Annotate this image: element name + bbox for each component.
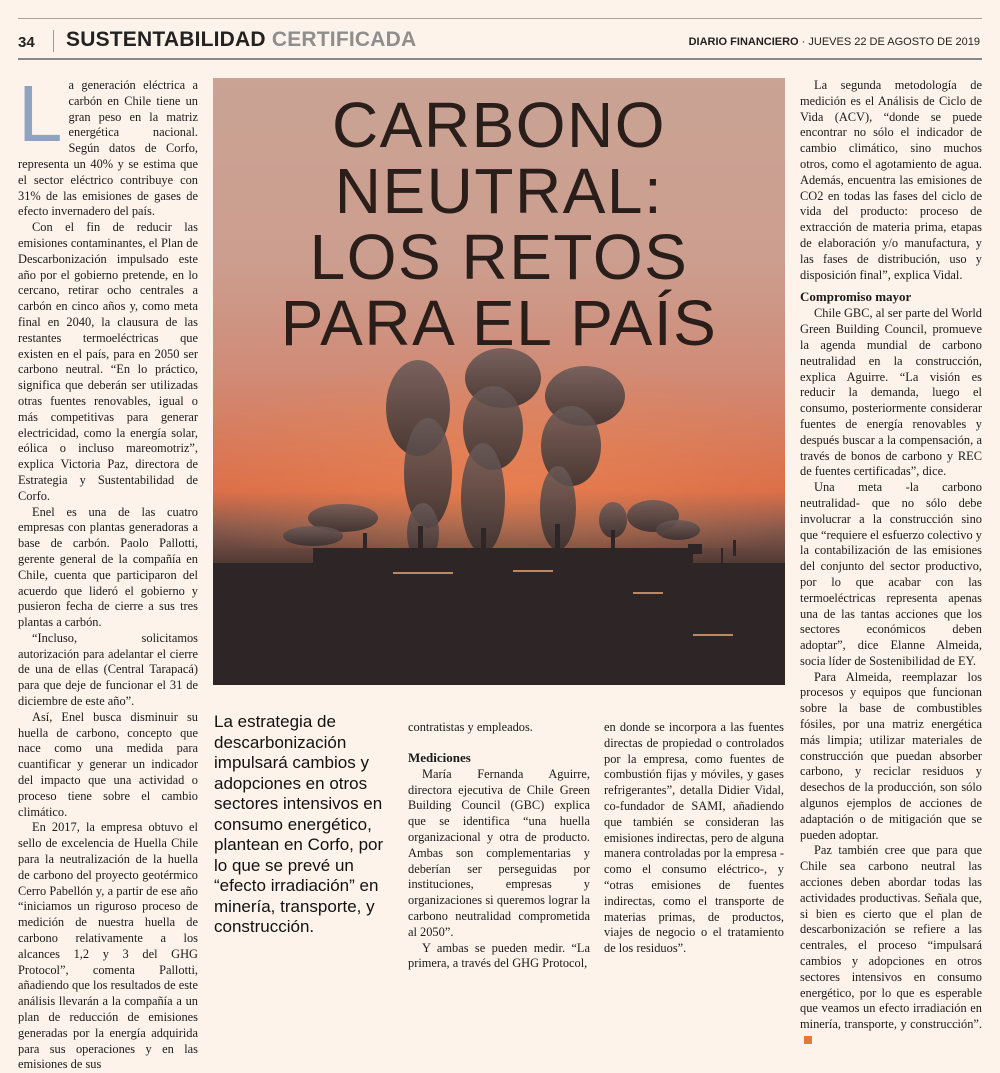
article-column-3	[604, 720, 784, 957]
paragraph: contratistas y empleados.	[408, 720, 533, 734]
headline-line: NEUTRAL:	[334, 155, 664, 227]
header-rule	[18, 58, 982, 60]
paragraph: Paz también cree que para que Chile sea carbono neutral las acciones deben abordar todas las actividades productivas. Señala que, si bien es cierto que el plan de descarbonización se refiere a las centrales, el proceso “impulsará cambios y adopciones en otros sectores intensivos en consumo energético, por lo que es esperable que veamos un efecto irradiación en minería, transporte, y construcción”.	[800, 843, 982, 1048]
article-column-4	[800, 78, 982, 1049]
paragraph: Así, Enel busca disminuir su huella de carbono, concepto que nace como una medida para cuantificar y generar un indicador del impacto que una actividad o proceso tiene sobre el cambio climático.	[18, 709, 198, 819]
dropcap-letter: L	[18, 69, 63, 158]
paragraph: en donde se incorpora a las fuentes directas de propiedad o controlados por la empresa, como fuentes de combustión fijas y móviles, y gases refrigerantes”, detalla Didier Vidal, co-fundador de SAMI, añadiendo que también se consideran las emisiones indirectas, pero de alguna manera controladas por la empresa -como el consumo eléctrico-, y “otras emisiones de fuentes indirectas, como el transporte de materias primas, de productos, viajes de negocio o el tratamiento de los residuos”.	[604, 720, 784, 956]
paragraph: Y ambas se pueden medir. “La primera, a través del GHG Protocol,	[408, 940, 590, 971]
newspaper-name: DIARIO FINANCIERO	[688, 36, 799, 48]
subheading-compromiso-mayor: Compromiso mayor	[800, 289, 912, 305]
section-sub: CERTIFICADA	[271, 28, 417, 51]
paragraph: En 2017, la empresa obtuvo el sello de excelencia de Huella Chile para la neutralización de la huella de carbono del proyecto geotérmico Cerro Pabellón y, a partir de ese año “iniciamos un riguroso proceso de medición de nuestra huella de carbono relativamente a los alcances 1,2 y 3 del GHG Protocol”, comenta Pallotti, añadiendo que los resultados de este análisis llevarán a la compañía a un plan de reducción de emisiones generadas por la energía adquirida para sus operaciones y en las emisiones de sus	[18, 820, 198, 1072]
headline	[213, 89, 785, 359]
issue-date: · JUEVES 22 DE AGOSTO DE 2019	[801, 36, 980, 48]
paragraph: Chile GBC, al ser parte del World Green Building Council, promueve la agenda mundial de carbono neutralidad en la construcción, explica Aguirre. “La visión es reducir la demanda, luego el consumo, posteriormente considerar fuentes de energía renovables y después buscar a la compensación, a través de bonos de carbono y REC de fuentes certificadas”, dice.	[800, 306, 982, 479]
section-title	[66, 28, 416, 52]
page-number: 34	[18, 34, 35, 51]
headline-line: LOS RETOS	[309, 221, 689, 293]
masthead	[689, 36, 980, 48]
paragraph: Con el fin de reducir las emisiones contaminantes, el Plan de Descarbonización impulsado este año por el gobierno pretende, en lo cercano, retirar ocho centrales a carbón en cinco años y, como meta final en 2040, la clausura de las restantes termoeléctricas que existen en el país, para en 2050 ser carbono neutral. “En lo práctico, significa que deberán ser utilizadas otras fuentes renovables, igual o más competitivas para generar electricidad, como la energía solar, eólica o incluso mareomotriz”, explica Victoria Paz, directora de Estrategia y Sustentabilidad de Corfo.	[18, 220, 198, 503]
paragraph: Una meta -la carbono neutralidad- que no sólo debe involucrar a la construcción sino que “requiere el esfuerzo colectivo y la contabilización de las emisiones del conjunto del sector productivo, por lo que acabar con las termoeléctricas representa apenas una de las tantas acciones que los sectores económicos deben adoptar”, dice Elanne Almeida, socia líder de Sostenibilidad de EY.	[800, 480, 982, 668]
pull-quote: La estrategia de descarbonización impulsará cambios y adopciones en otros sectores intensivos en consumo energético, plantean en Corfo, por lo que se prevé un “efecto irradiación” en minería, transporte, y construcción.	[214, 712, 384, 936]
lead-paragraph: La generación eléctrica a carbón en Chile tiene un gran peso en la matriz energética nacional. Según datos de Corfo, representa un 40% y se estima que el sector eléctrico contribuye con 31% de las emisiones de gases de efecto invernadero del país.	[18, 69, 198, 219]
header-separator	[53, 30, 54, 52]
hero-photo	[213, 78, 785, 685]
paragraph: Para Almeida, reemplazar los procesos y equipos que funcionan sobre la base de combustibles fósiles, por una matriz energética más limpia; utilizar materiales de construcción que puedan absorber carbono, y reciclar residuos y desechos de la producción, son sólo algunos ejemplos de acciones de adaptación o de mitigación que se pueden adoptar.	[800, 669, 982, 842]
paragraph: “Incluso, solicitamos autorización para adelantar el cierre de una de ellas (Central Tarapacá) para que deje de funcionar el 31 de diciembre de este año”.	[18, 630, 198, 709]
headline-line: PARA EL PAÍS	[280, 287, 718, 359]
paragraph: Enel es una de las cuatro empresas con plantas generadoras a base de carbón. Paolo Pallotti, gerente general de la compañía en Chile, cuenta que participaron del acuerdo que lideró el gobierno y pusieron fecha de cierre a sus tres plantas a carbón.	[18, 504, 198, 630]
headline-line: CARBONO	[331, 89, 667, 161]
top-rule	[18, 18, 982, 19]
article-column-1	[18, 69, 198, 1073]
article-column-2	[408, 720, 590, 972]
paragraph: La segunda metodología de medición es el Análisis de Ciclo de Vida (ACV), “donde se puede encontrar no sólo el indicador de cambio climático, sino muchos otros, como el agotamiento de agua. Además, encuentra las emisiones de CO2 en todas las fases del ciclo de vida del producto: proceso de extracción de materia prima, etapas de elaboración y/o manufactura, y las fases de distribución, uso y disposición final”, explica Vidal.	[800, 78, 982, 282]
paragraph: María Fernanda Aguirre, directora ejecutiva de Chile Green Building Council (GBC) explica que se identifica “una huella organizacional y otra de producto. Ambas son complementarias y deberían ser perseguidas por instituciones, empresas y organizaciones si queremos lograr la carbono neutralidad comprometida al 2050”.	[408, 766, 590, 939]
end-mark	[804, 1036, 812, 1044]
subheading-mediciones: Mediciones	[408, 749, 471, 765]
section-main: SUSTENTABILIDAD	[66, 28, 266, 51]
